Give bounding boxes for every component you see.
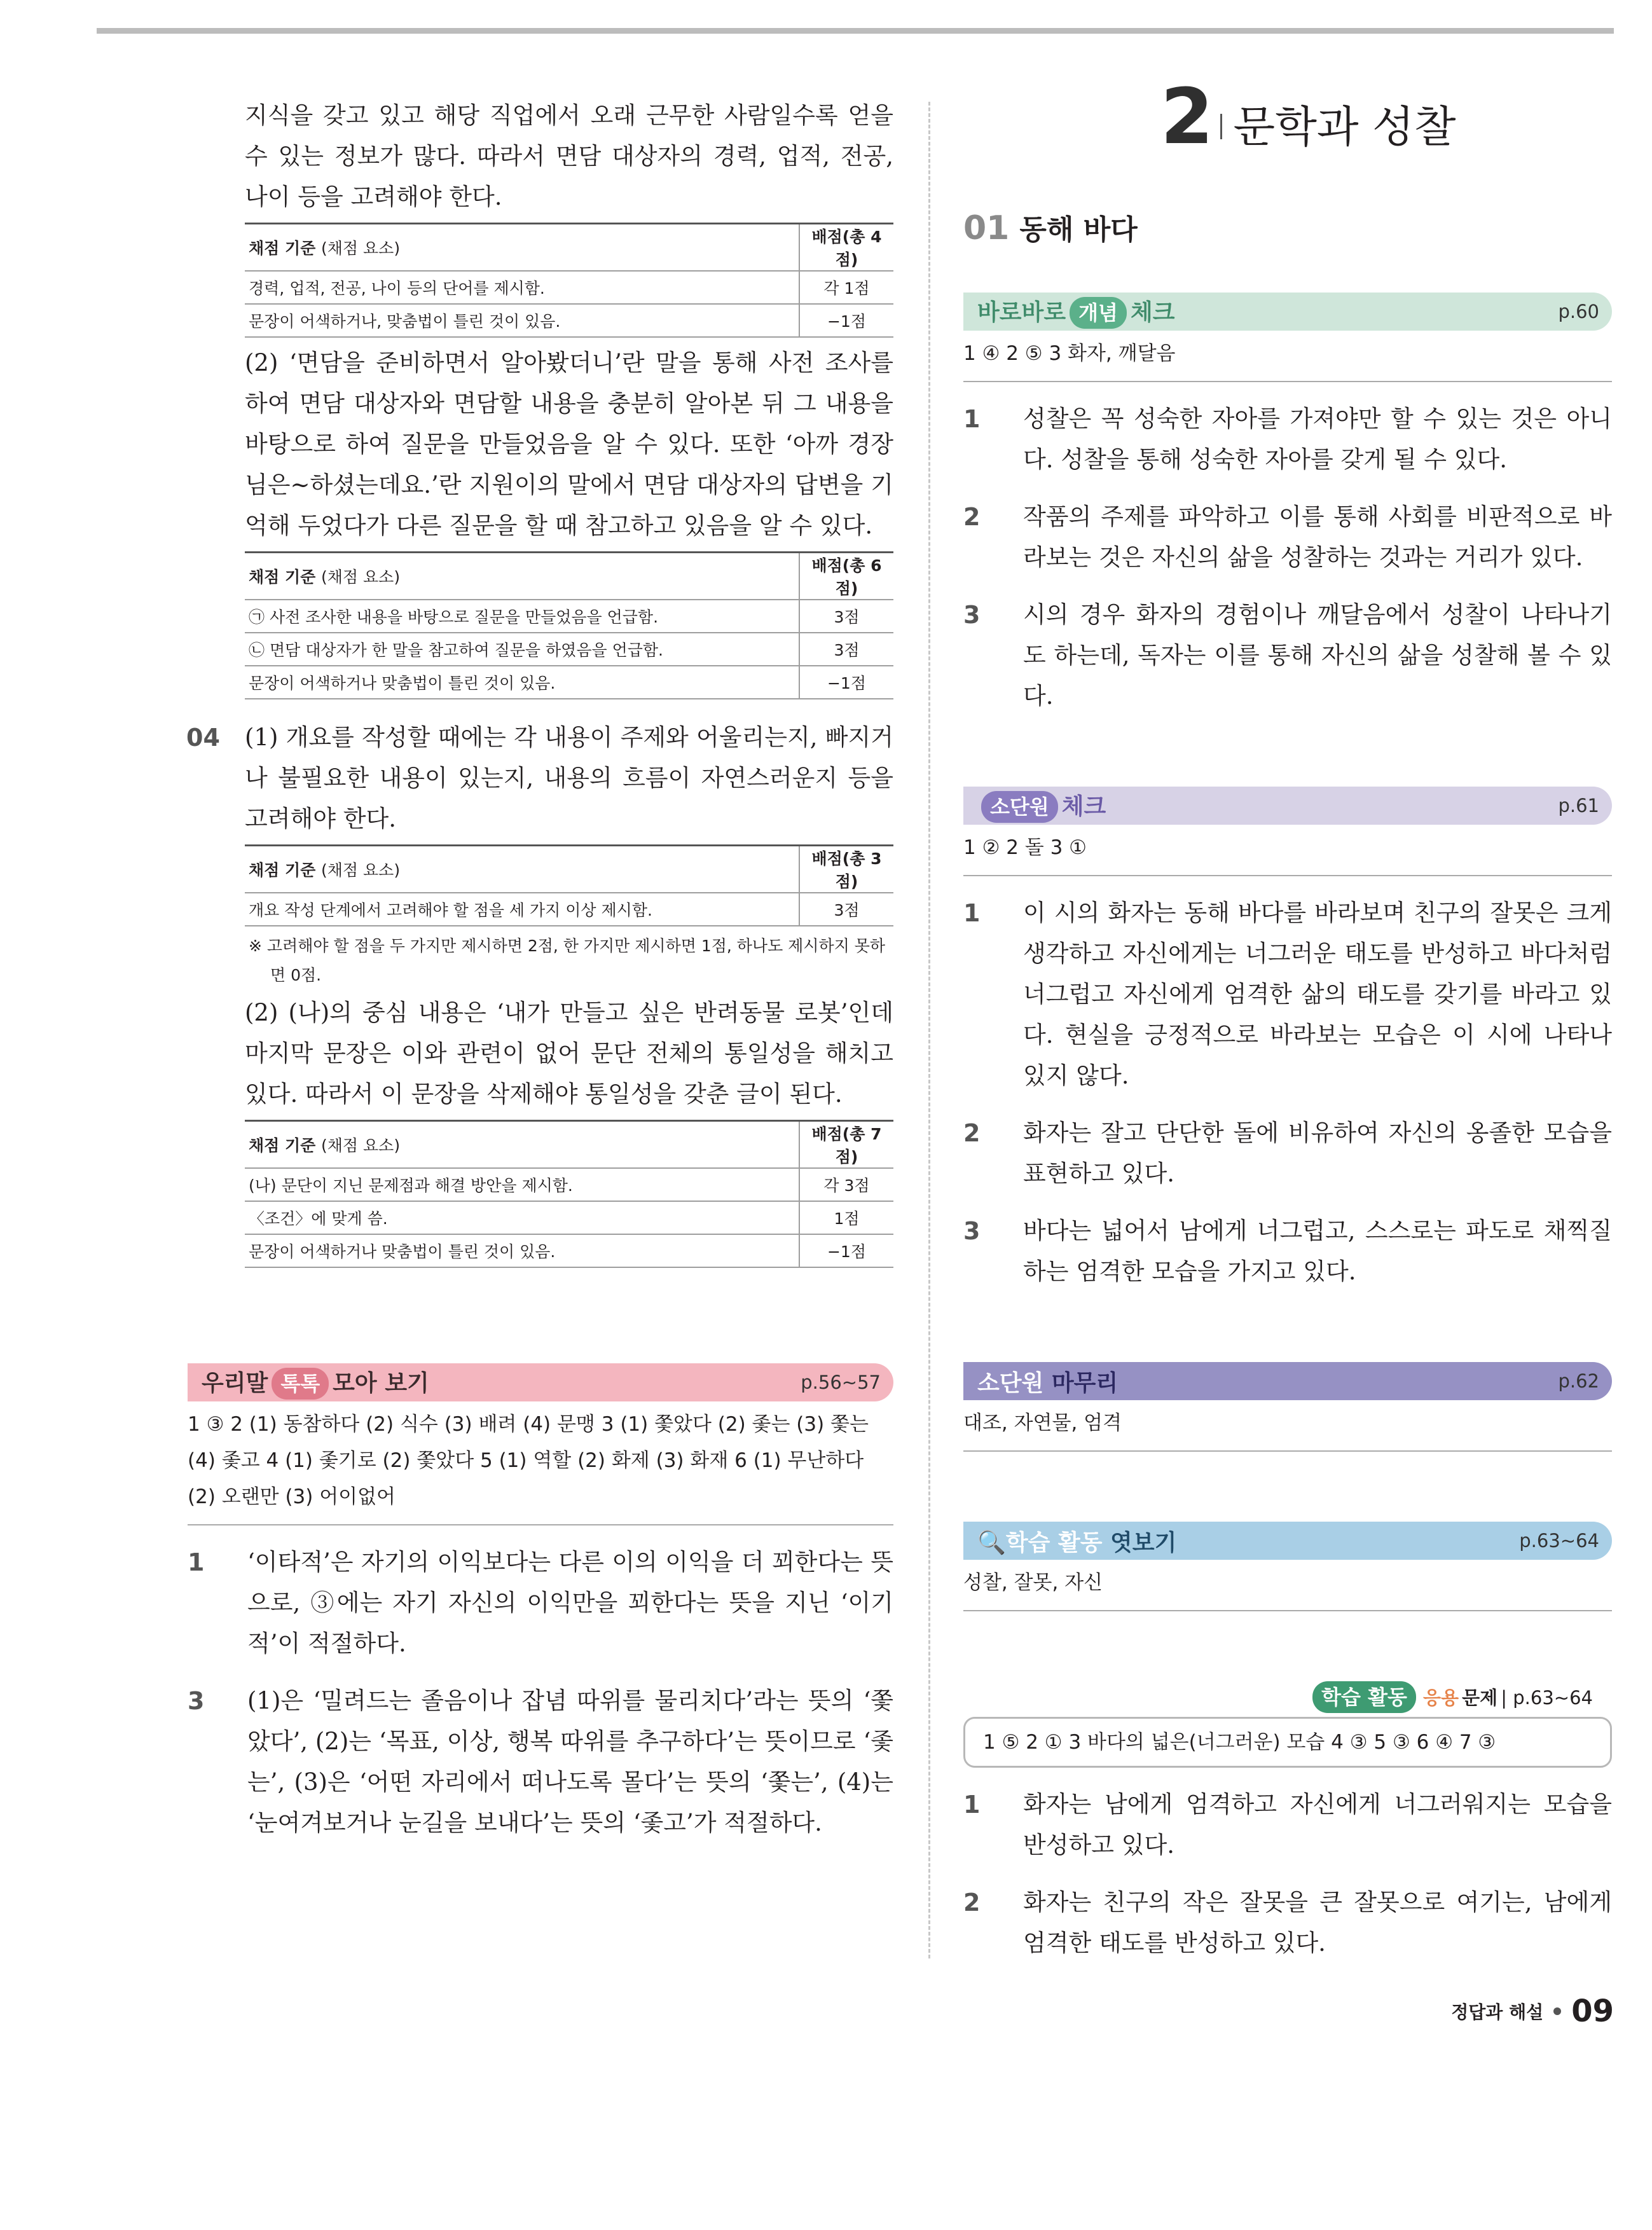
- table-row: ㉡ 면담 대상자가 한 말을 참고하여 질문을 하였음을 언급함. 3점: [245, 633, 893, 666]
- paragraph-2: (2) ‘면담을 준비하면서 알아봤더니’란 말을 통해 사전 조사를 하여 면담 대상자와 면담할 내용을 충분히 알아본 뒤 그 내용을 바탕으로 하여 질문을 만들었음을 알 수 있다. 또한 ‘아까 경장님은~하셨는데요.’란 지원이의 말에서 면담 대상자의 답변을 기억해 두었다가 다른 질문을 할 때 참고하고 있음을 알 수 있다.: [245, 349, 893, 539]
- scoring-table-4: 채점 기준 (채점 요소) 배점(총 7점) (나) 문단이 지닌 문제점과 해결 방안을 제시함. 각 3점 〈조건〉에 맞게 씀. 1점 문장이 어색하거나 맞춤법이 틀린 것이 있음. −1점: [245, 1120, 893, 1268]
- chapter-title: 2 문학과 성찰: [1160, 73, 1456, 162]
- section-banner-subunit-check: 소단원 체크 p.61: [963, 787, 1612, 825]
- section-banner-activity-preview: 🔍학습 활동 엿보기 p.63~64: [963, 1522, 1612, 1560]
- table-row: 〈조건〉에 맞게 씀. 1점: [245, 1201, 893, 1234]
- list-item: 1 화자는 남에게 엄격하고 자신에게 너그러워지는 모습을 반성하고 있다.: [963, 1791, 1612, 1859]
- list-item: 1 이 시의 화자는 동해 바다를 바라보며 친구의 잘못은 크게 생각하고 자신에게는 너그러운 태도를 반성하고 바다처럼 너그럽고 자신에게 엄격한 삶의 태도를 갖기를 바라고 있다. 현실을 긍정적으로 바라보는 모습은 이 시에 나타나 있지 않다.: [963, 899, 1612, 1089]
- table-row: 문장이 어색하거나, 맞춤법이 틀린 것이 있음. −1점: [245, 304, 893, 337]
- page-footer: 정답과 해설 09: [1451, 1993, 1614, 2029]
- page-number: 09: [1571, 1993, 1614, 2029]
- section-banner-concept-check: 바로바로 개념 체크 p.60: [963, 293, 1612, 331]
- list-item: 1 ‘이타적’은 자기의 이익보다는 다른 이의 이익을 더 꾀한다는 뜻으로, ③에는 자기 자신의 이익만을 꾀한다는 뜻을 지닌 ‘이기적’이 적절하다.: [188, 1548, 893, 1657]
- table-row: 개요 작성 단계에서 고려해야 할 점을 세 가지 이상 제시함. 3점: [245, 893, 893, 926]
- question-04: [186, 717, 893, 1268]
- scoring-table-2: 채점 기준 (채점 요소) 배점(총 6점) ㉠ 사전 조사한 내용을 바탕으로 질문을 만들었음을 언급함. 3점 ㉡ 면담 대상자가 한 말을 참고하여 질문을 하였음을 언급함. 3점 문장이 어색하거나 맞춤법이 틀린 것이 있음. −1점: [245, 551, 893, 699]
- table-row: (나) 문단이 지닌 문제점과 해결 방안을 제시함. 각 3점: [245, 1168, 893, 1201]
- list-item: 3 (1)은 ‘밀려드는 졸음이나 잡념 따위를 물리치다’라는 뜻의 ‘쫓았다’, (2)는 ‘목표, 이상, 행복 따위를 추구하다’는 뜻이므로 ‘좇는’, (3)은 ‘어떤 자리에서 떠나도록 몰다’는 뜻의 ‘쫓는’, (4)는 ‘눈여겨보거나 눈길을 보내다’는 뜻의 ‘좇고’가 적절하다.: [188, 1687, 893, 1836]
- answer-list: 1 ③ 2 (1) 동참하다 (2) 식수 (3) 배려 (4) 문맹 3 (1) 쫓았다 (2) 좇는 (3) 쫓는 (4) 좇고 4 (1) 좇기로 (2) 쫓았다 5 (1) 역할 (2) 화제 (3) 화재 6 (1) 무난하다 (2) 오랜만 (3) 어이없어: [188, 1401, 893, 1525]
- question-number: 04: [186, 724, 220, 752]
- column-divider: [928, 102, 930, 1958]
- scoring-table-1: 채점 기준 (채점 요소) 배점(총 4점) 경력, 업적, 전공, 나이 등의 단어를 제시함. 각 1점 문장이 어색하거나, 맞춤법이 틀린 것이 있음. −1점: [245, 223, 893, 338]
- table-row: ㉠ 사전 조사한 내용을 바탕으로 질문을 만들었음을 언급함. 3점: [245, 600, 893, 633]
- top-rule: [97, 28, 1614, 34]
- subsection-title: 01 동해 바다: [963, 209, 1138, 247]
- left-column: [186, 95, 893, 1843]
- list-item: 3 바다는 넓어서 남에게 너그럽고, 스스로는 파도로 채찍질하는 엄격한 모습을 가지고 있다.: [963, 1217, 1612, 1285]
- intro-paragraph: 지식을 갖고 있고 해당 직업에서 오래 근무한 사람일수록 얻을 수 있는 정보가 많다. 따라서 면담 대상자의 경력, 업적, 전공, 나이 등을 고려해야 한다.: [245, 102, 893, 210]
- section-banner-uri-mal: 우리말 톡톡 모아 보기 p.56~57: [188, 1363, 893, 1401]
- table-row: 문장이 어색하거나 맞춤법이 틀린 것이 있음. −1점: [245, 666, 893, 699]
- list-item: 1 성찰은 꼭 성숙한 자아를 가져야만 할 수 있는 것은 아니다. 성찰을 통해 성숙한 자아를 갖게 될 수 있다.: [963, 405, 1612, 473]
- magnifier-icon: 🔍: [977, 1529, 1006, 1556]
- applied-answers-box: 1 ⑤ 2 ① 3 바다의 넓은(너그러운) 모습 4 ③ 5 ③ 6 ④ 7 ③: [963, 1717, 1612, 1768]
- list-item: 2 작품의 주제를 파악하고 이를 통해 사회를 비판적으로 바라보는 것은 자신의 삶을 성찰하는 것과는 거리가 있다.: [963, 503, 1612, 571]
- scoring-table-3: 채점 기준 (채점 요소) 배점(총 3점) 개요 작성 단계에서 고려해야 할 점을 세 가지 이상 제시함. 3점: [245, 844, 893, 926]
- list-item: 2 화자는 잘고 단단한 돌에 비유하여 자신의 옹졸한 모습을 표현하고 있다.: [963, 1119, 1612, 1187]
- table-row: 경력, 업적, 전공, 나이 등의 단어를 제시함. 각 1점: [245, 271, 893, 304]
- list-item: 3 시의 경우 화자의 경험이나 깨달음에서 성찰이 나타나기도 하는데, 독자는 이를 통해 자신의 삶을 성찰해 볼 수 있다.: [963, 601, 1612, 710]
- section-banner-subunit-wrapup: 소단원 마무리 p.62: [963, 1362, 1612, 1400]
- list-item: 2 화자는 친구의 작은 잘못을 큰 잘못으로 여기는, 남에게 엄격한 태도를 반성하고 있다.: [963, 1889, 1612, 1957]
- scoring-note: ※ 고려해야 할 점을 두 가지만 제시하면 2점, 한 가지만 제시하면 1점, 하나도 제시하지 못하면 0점.: [249, 937, 886, 984]
- activity-applied-heading: 학습 활동 응용 문제 | p.63~64: [963, 1681, 1612, 1713]
- q04-paragraph-2: (2) (나)의 중심 내용은 ‘내가 만들고 싶은 반려동물 로봇’인데 마지막 문장은 이와 관련이 없어 문단 전체의 통일성을 해치고 있다. 따라서 이 문장을 삭제해야 통일성을 갖춘 글이 된다.: [245, 999, 893, 1108]
- table-row: 문장이 어색하거나 맞춤법이 틀린 것이 있음. −1점: [245, 1234, 893, 1267]
- q04-paragraph-1: (1) 개요를 작성할 때에는 각 내용이 주제와 어울리는지, 빠지거나 불필요한 내용이 있는지, 내용의 흐름이 자연스러운지 등을 고려해야 한다.: [245, 724, 893, 832]
